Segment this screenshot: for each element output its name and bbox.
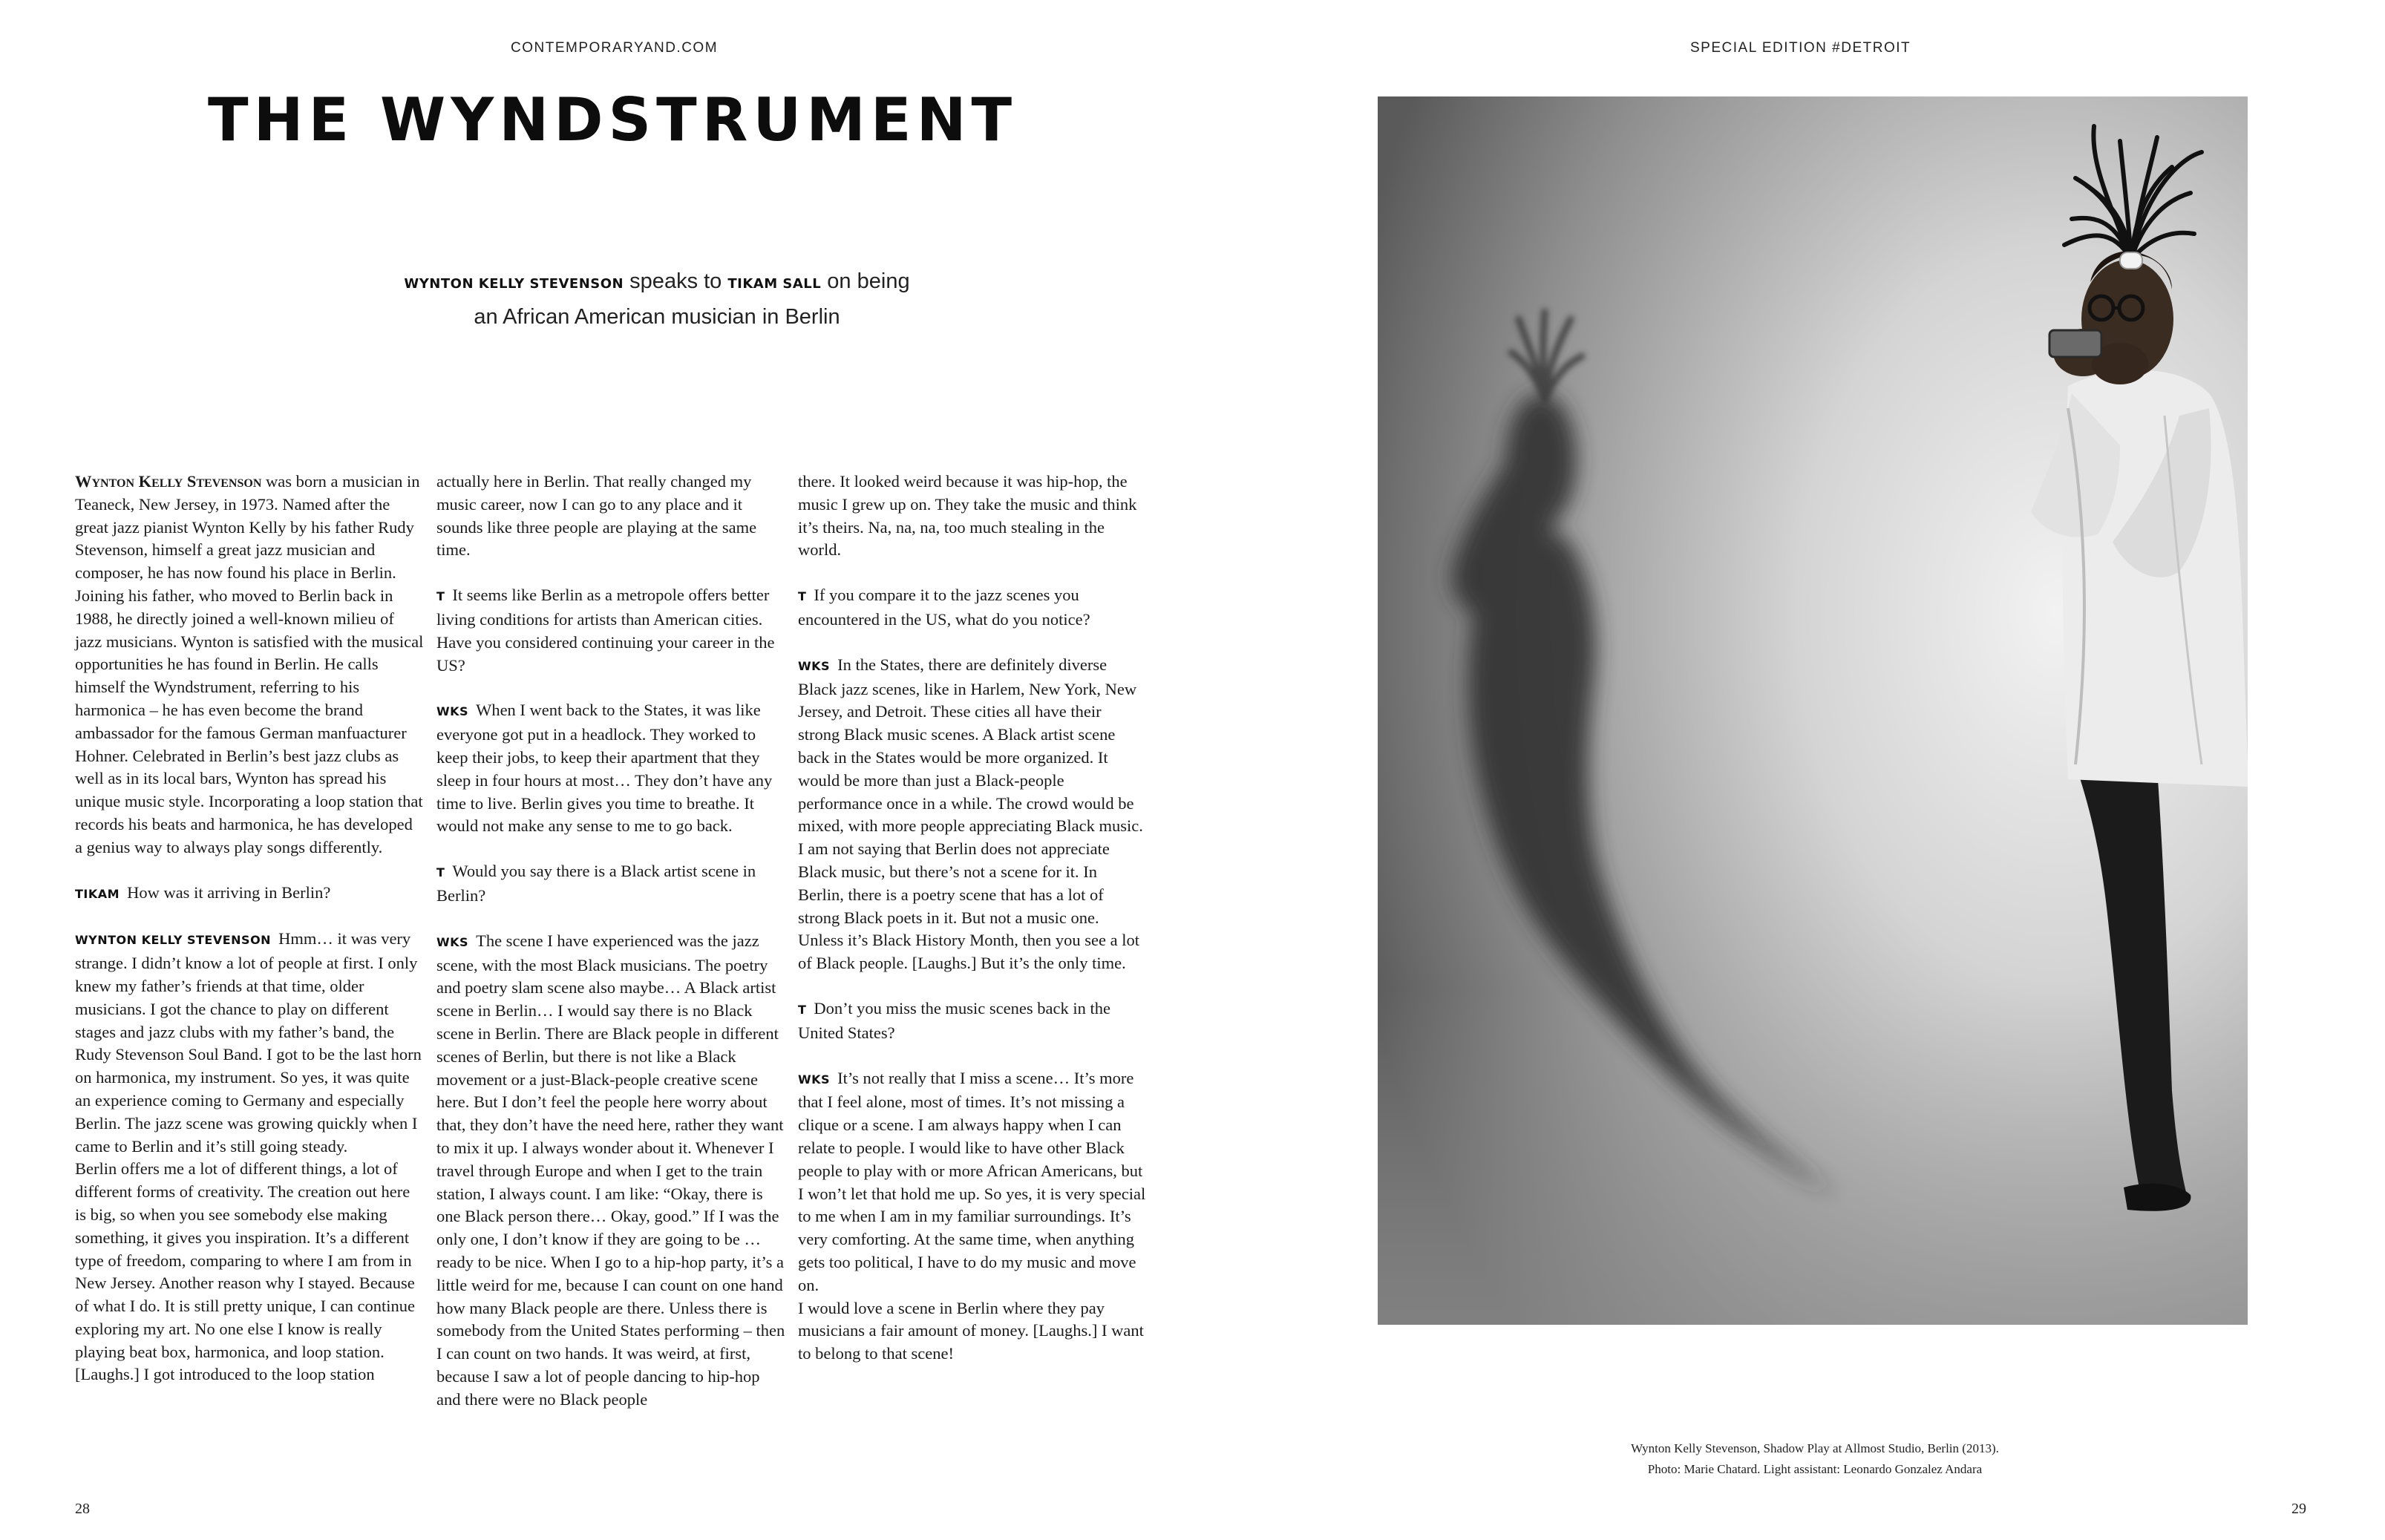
caption-line-2: Photo: Marie Chatard. Light assistant: Leonardo Gonzalez Andara xyxy=(1647,1462,1983,1476)
speaker-label: WYNTON KELLY STEVENSON xyxy=(75,933,272,948)
interviewer-name: TIKAM SALL xyxy=(727,276,822,292)
speaker-label: T xyxy=(436,589,445,604)
text-column-2 xyxy=(436,471,785,1411)
answer-text: actually here in Berlin. That really changed my music career, now I can go to any place and it sounds like three people are playing at the same time. xyxy=(436,472,757,560)
answer-text: Berlin offers me a lot of different things, a lot of different forms of creativity. The creation out here is big, so when you see somebody else making something, it gives you inspiration. It’s a different type of freedom, comparing to where I am from in New Jersey. Another reason why I stayed. Because of what I do. It is still pretty unique, I can continue exploring my art. No one else I know is really playing beat box, harmonica, and loop station. [Laughs.] I got introduced to the loop station xyxy=(75,1159,416,1384)
question-text: Don’t you miss the music scenes back in the United States? xyxy=(798,998,1110,1042)
answer-text: Hmm… it was very strange. I didn’t know a lot of people at first. I only knew my father’s friends at that time, older musicians. I got the chance to play on different stages and jazz clubs with my father’s band, the Rudy Stevenson Soul Band. I got to be the last horn on harmonica, my instrument. So yes, it was quite an experience coming to Germany and especially Berlin. The jazz scene was growing quickly when I came to Berlin and it’s still going steady. xyxy=(75,929,422,1156)
answer-text: When I went back to the States, it was like everyone got put in a headlock. They worked to keep their jobs, to keep their apartment that they sleep in four hours at most… They don’t have any time to live. Berlin gives you time to breathe. It would not make any sense to me to go back. xyxy=(436,701,773,836)
question-text: How was it arriving in Berlin? xyxy=(127,882,331,902)
page-number-left: 28 xyxy=(75,1501,90,1517)
answer-text: I would love a scene in Berlin where they pay musicians a fair amount of money. [Laughs.] I want to belong to that scene! xyxy=(798,1298,1144,1363)
speaker-label: WKS xyxy=(798,658,831,673)
article-standfirst: WYNTON KELLY STEVENSON speaks to TIKAM SALL on being an African American musician in Berlin xyxy=(404,269,910,329)
photo-caption xyxy=(1507,1438,2123,1480)
text-column-3 xyxy=(798,471,1147,1366)
speaker-label: WKS xyxy=(436,934,469,949)
question-text: Would you say there is a Black artist scene in Berlin? xyxy=(436,862,756,905)
caption-line-1: Wynton Kelly Stevenson, Shadow Play at Allmost Studio, Berlin (2013). xyxy=(1631,1441,1999,1455)
question-text: If you compare it to the jazz scenes you encountered in the US, what do you notice? xyxy=(798,586,1090,629)
speaker-label: T xyxy=(436,865,445,880)
question-text: It seems like Berlin as a metropole offers better living conditions for artists than American cities. Have you considered continuing your career in the US? xyxy=(436,586,775,675)
speaker-label: T xyxy=(798,589,807,604)
answer-text: In the States, there are definitely diverse Black jazz scenes, like in Harlem, New York, New Jersey, and Detroit. These cities all have their strong Black music scenes. A Black artist scene back in the States would be more organized. It would be more than just a Black-people performance once in a while. The crowd would be mixed, with more people appreciating Black music. I am not saying that Berlin does not appreciate Black music, but there’s not a scene for it. In Berlin, there is a poetry scene that has a lot of strong Black poets in it. But not a music one. Unless it’s Black History Month, then you see a lot of Black people. [Laughs.] But it’s the only time. xyxy=(798,655,1143,973)
article-title: THE WYNDSTRUMENT xyxy=(208,85,1018,154)
answer-text: It’s not really that I miss a scene… It’s more that I feel alone, most of times. It’s not missing a clique or a scene. I am always happy when I can relate to people. I would like to have other Black people to play with or more African Americans, but I won’t let that hold me up. So yes, it is very special to me when I am in my familiar surroundings. It’s very comforting. At the same time, when anything gets too political, I have to do my music and move on. xyxy=(798,1068,1146,1294)
bio-name: Wynton Kelly Stevenson xyxy=(75,472,262,491)
running-head-right: SPECIAL EDITION #DETROIT xyxy=(1690,40,1911,56)
text-column-1 xyxy=(75,471,424,1386)
speaker-label: TIKAM xyxy=(75,886,120,901)
interviewee-name: WYNTON KELLY STEVENSON xyxy=(404,276,624,292)
answer-text: there. It looked weird because it was hip-hop, the music I grew up on. They take the music and think it’s theirs. Na, na, na, too much stealing in the world. xyxy=(798,472,1137,560)
running-head-left: CONTEMPORARYAND.COM xyxy=(511,40,719,56)
page-number-right: 29 xyxy=(2291,1501,2306,1517)
answer-text: The scene I have experienced was the jazz scene, with the most Black musicians. The poetry and poetry slam scene also maybe… A Black artist scene in Berlin… I would say there is no Black scene in Berlin. There are Black people in different scenes of Berlin, but there is not like a Black movement or a just-Black-people creative scene here. But I don’t feel the people here worry about that, they don’t have the need here, rather they want to mix it up. I always wonder about it. Whenever I travel through Europe and when I get to the train station, I always count. I am like: “Okay, there is one Black person there… Okay, good.” If I was the only one, I don’t know if they are going to be … ready to be nice. When I go to a hip-hop party, it’s a little weird for me, because I can count on one hand how many Black people are there. Unless there is somebody from the United States performing – then I can count on two hands. It was weird, at first, because I saw a lot of people dancing to hip-hop and there were no Black people xyxy=(436,931,785,1409)
speaker-label: WKS xyxy=(436,704,469,719)
portrait-photo xyxy=(1378,96,2248,1325)
speaker-label: WKS xyxy=(798,1072,831,1087)
bio-paragraph: was born a musician in Teaneck, New Jersey, in 1973. Named after the great jazz pianist Wynton Kelly by his father Rudy Stevenson, himself a great jazz musician and composer, he has now found his place in Berlin. Joining his father, who moved to Berlin back in 1988, he directly joined a well-known milieu of jazz musicians. Wynton is satisfied with the musical opportunities he has found in Berlin. He calls himself the Wyndstrument, referring to his harmonica – he has even become the brand ambassador for the famous German manfuacturer Hohner. Celebrated in Berlin’s best jazz clubs as well as in its local bars, Wynton has spread his unique music style. Incorporating a loop station that records his beats and harmonica, he has developed a genius way to always play songs differently. xyxy=(75,472,424,856)
speaker-label: T xyxy=(798,1002,807,1017)
